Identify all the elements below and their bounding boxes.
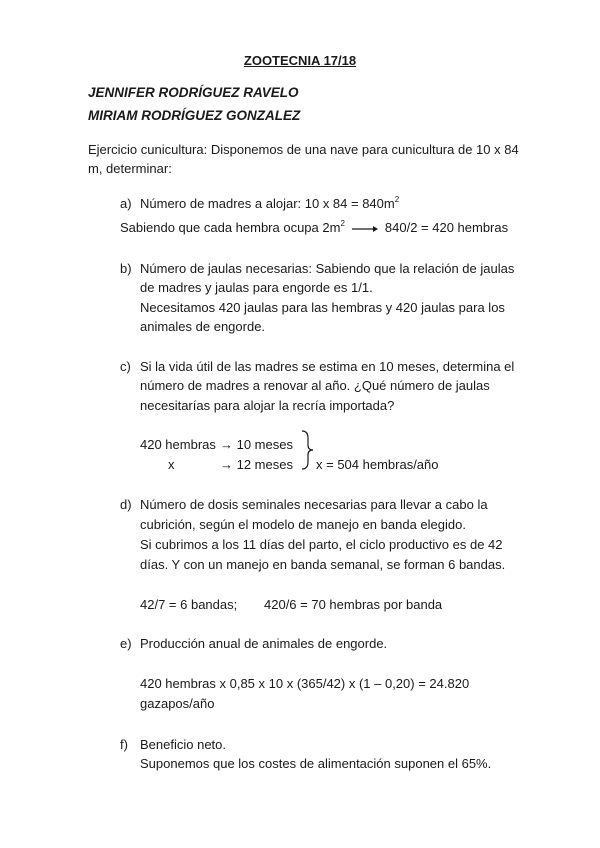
item-c-calc-1a: 420 hembras bbox=[140, 437, 216, 452]
item-b-line-2: de madres y jaulas para engorde es 1/1. bbox=[140, 280, 373, 295]
right-brace-icon bbox=[300, 430, 314, 470]
item-f-heading: Beneficio neto. bbox=[140, 737, 227, 752]
item-e-label: e) bbox=[120, 636, 132, 651]
exercise-statement-line-1: Ejercicio cunicultura: Disponemos de una nave para cunicultura de 10 x 84 bbox=[88, 142, 519, 157]
item-a-result: 840/2 = 420 hembras bbox=[384, 220, 509, 235]
item-b-line-4: animales de engorde. bbox=[140, 319, 266, 334]
item-d-calc-b: 420/6 = 70 hembras por banda bbox=[264, 597, 443, 612]
item-a-line-2-superscript: 2 bbox=[340, 219, 345, 228]
item-c-calc-2a: x bbox=[168, 457, 175, 472]
item-f-label: f) bbox=[120, 737, 128, 752]
item-d-line-3: Si cubrimos a los 11 días del parto, el ciclo productivo es de 42 bbox=[140, 537, 503, 552]
item-d-label: d) bbox=[120, 497, 132, 512]
document-title: ZOOTECNIA 17/18 bbox=[243, 53, 357, 68]
item-c-calc-2b: → 12 meses bbox=[220, 457, 293, 472]
item-b-line-1: Número de jaulas necesarias: Sabiendo que la relación de jaulas bbox=[140, 261, 515, 276]
item-a-text: Número de madres a alojar: 10 x 84 = 840m bbox=[140, 196, 395, 211]
item-c-result: x = 504 hembras/año bbox=[316, 457, 439, 472]
item-a-line-1 bbox=[140, 195, 399, 214]
item-a-line-2-text: Sabiendo que cada hembra ocupa 2m bbox=[120, 220, 341, 235]
item-a-line-2 bbox=[120, 219, 508, 238]
item-b-label: b) bbox=[120, 261, 132, 276]
item-d-calc-a: 42/7 = 6 bandas; bbox=[140, 597, 238, 612]
item-e-calc-2: gazapos/año bbox=[140, 696, 215, 711]
exercise-statement-line-2: m, determinar: bbox=[88, 161, 172, 176]
item-b-line-3: Necesitamos 420 jaulas para las hembras y 420 jaulas para los bbox=[140, 300, 505, 315]
item-c-line-1: Si la vida útil de las madres se estima en 10 meses, determina el bbox=[140, 359, 515, 374]
item-c-label: c) bbox=[120, 359, 131, 374]
item-a-superscript: 2 bbox=[394, 195, 400, 204]
item-c-line-3: necesitarías para alojar la recría importada? bbox=[140, 398, 395, 413]
author-2: MIRIAM RODRÍGUEZ GONZALEZ bbox=[88, 108, 301, 123]
item-c-calc-1b: → 10 meses bbox=[220, 437, 293, 452]
item-f-line: Suponemos que los costes de alimentación suponen el 65%. bbox=[140, 756, 492, 771]
item-e-heading: Producción anual de animales de engorde. bbox=[140, 636, 388, 651]
author-1: JENNIFER RODRÍGUEZ RAVELO bbox=[88, 85, 299, 100]
item-d-line-4: días. Y con un manejo en banda semanal, se forman 6 bandas. bbox=[140, 557, 506, 572]
item-d-line-2: cubrición, según el modelo de manejo en banda elegido. bbox=[140, 517, 466, 532]
item-c-line-2: número de madres a renovar al año. ¿Qué número de jaulas bbox=[140, 378, 490, 393]
item-e-calc-1: 420 hembras x 0,85 x 10 x (365/42) x (1 – 0,20) = 24.820 bbox=[140, 676, 470, 691]
item-d-line-1: Número de dosis seminales necesarias para llevar a cabo la bbox=[140, 497, 488, 512]
right-arrow-icon bbox=[351, 224, 379, 234]
item-a-label: a) bbox=[120, 196, 132, 211]
